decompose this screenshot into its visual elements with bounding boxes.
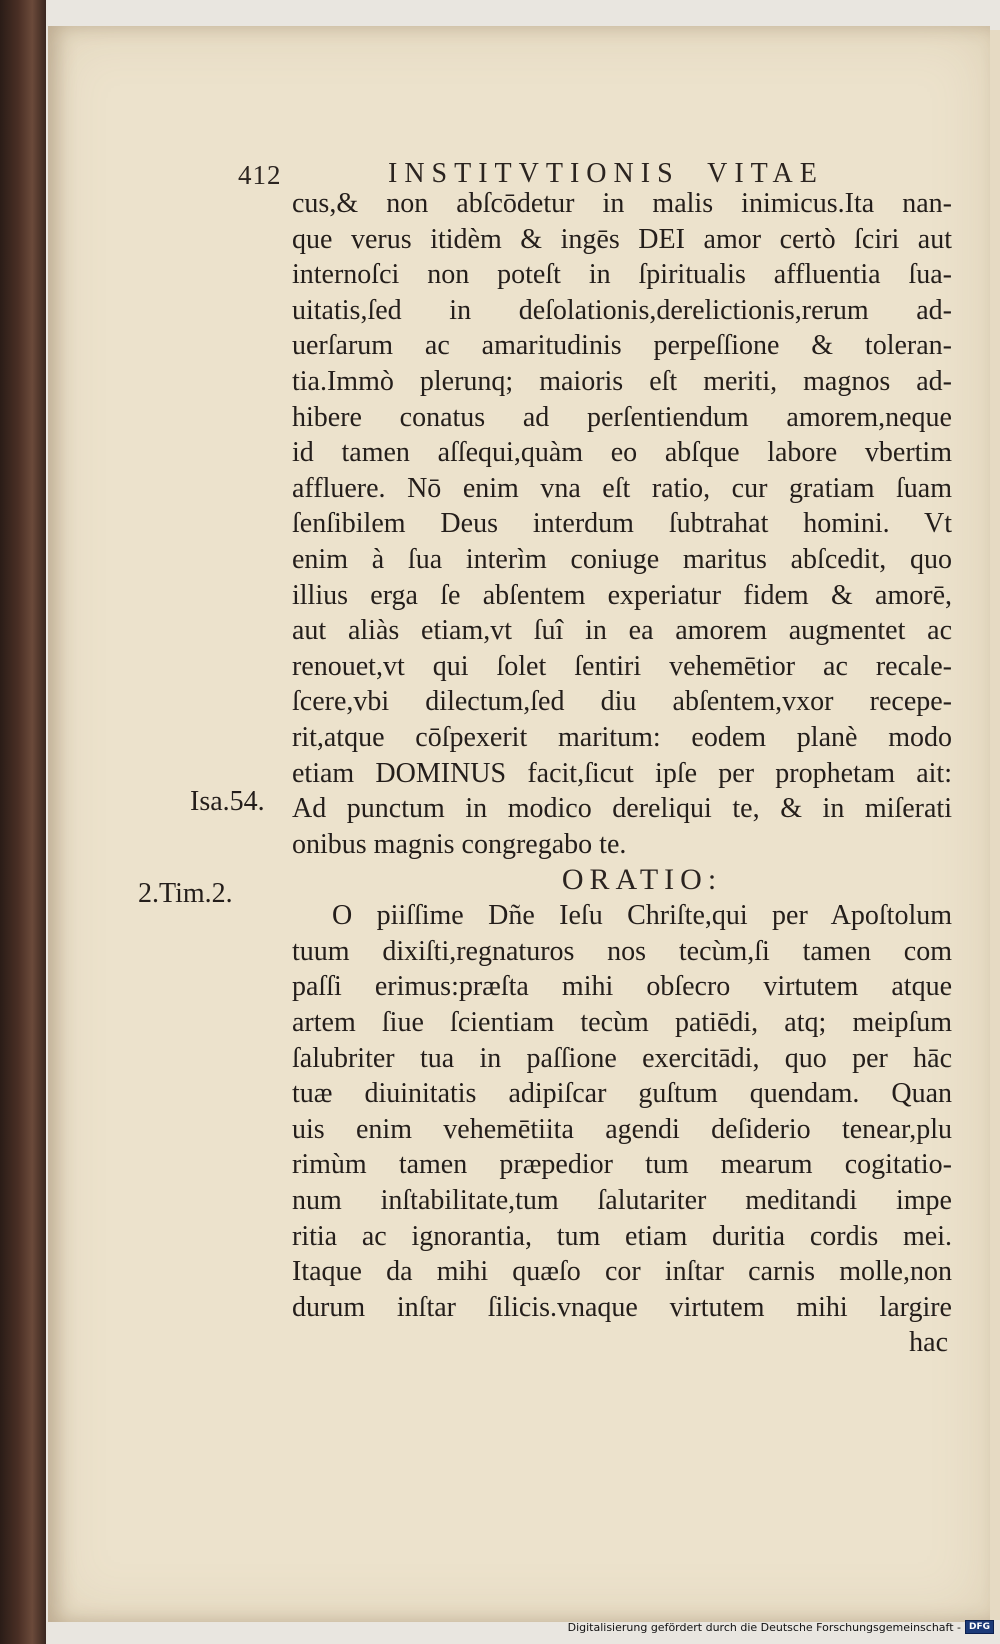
prayer-heading: ORATIO: (561, 863, 723, 897)
text-line: uerſarum ac amaritudinis perpeſſione & toleran- (292, 330, 952, 362)
text-line: cus,& non abſcōdetur in malis inimicus.Ita nan- (292, 188, 952, 219)
dfg-logo: DFG (965, 1620, 994, 1634)
text-line: Itaque da mihi quæſo cor inſtar carnis molle,non (292, 1256, 952, 1288)
text-line: enim à ſua interìm coniuge maritus abſcedit, quo (292, 543, 952, 575)
footer-credit: Digitalisierung gefördert durch die Deutsche Forschungsgemeinschaft - (567, 1620, 961, 1634)
text-line: artem ſiue ſcientiam tecùm patiēdi, atq; meipſum (292, 1007, 952, 1039)
text-line: internoſci non poteſt in ſpiritualis affluentia ſua- (292, 259, 952, 291)
text-line: durum inſtar ſilicis.vnaque virtutem mihi largire (292, 1291, 952, 1323)
text-line: ſenſibilem Deus interdum ſubtrahat homini. Vt (292, 508, 952, 540)
text-line: etiam DOMINUS facit,ſicut ipſe per prophetam ait: (292, 757, 952, 789)
text-line: rit,atque cōſpexerit maritum: eodem planè modo (292, 721, 952, 753)
text-line: O piiſſime Dñe Ieſu Chriſte,qui per Apoſtolum (332, 900, 952, 932)
running-head (48, 138, 990, 188)
text-line: rimùm tamen præpedior tum mearum cogitatio- (292, 1149, 952, 1181)
digitization-footer (568, 1618, 994, 1636)
text-line: uis enim vehemētiita agendi deſiderio tenear,plu (292, 1113, 952, 1145)
catchword: hac (909, 1327, 948, 1359)
text-line: tia.Immò plerunq; maioris eſt meriti, magnos ad- (292, 365, 952, 397)
page-number: 412 (238, 160, 282, 190)
text-line: tuæ diuinitatis adipiſcar guſtum quendam. Quan (292, 1078, 952, 1110)
text-line: ſcere,vbi dilectum,ſed diu abſentem,vxor recepe- (292, 686, 952, 718)
body-text (292, 186, 952, 1361)
text-line: id tamen aſſequi,quàm eo abſque labore vbertim (292, 437, 952, 469)
text-line: Ad punctum in modico dereliqui te, & in miſerati (292, 793, 952, 825)
text-line: ritia ac ignorantia, tum etiam duritia cordis mei. (292, 1220, 952, 1252)
text-line: paſſi erimus:præſta mihi obſecro virtutem atque (292, 971, 952, 1003)
text-line: onibus magnis congregabo te. (292, 828, 627, 860)
text-line: hibere conatus ad perſentiendum amorem,neque (292, 401, 952, 433)
text-line: que verus itidèm & ingēs DEI amor certò ſciri aut (292, 223, 952, 255)
text-line: tuum dixiſti,regnaturos nos tecùm,ſi tamen com (292, 935, 952, 967)
text-line: affluere. Nō enim vna eſt ratio, cur gratiam ſuam (292, 472, 952, 504)
text-line: ſalubriter tua in paſſione exercitādi, quo per hāc (292, 1042, 952, 1074)
book-binding (0, 0, 46, 1644)
text-line: illius erga ſe abſentem experiatur fidem & amorē, (292, 579, 952, 611)
text-line: renouet,vt qui ſolet ſentiri vehemētior ac recale- (292, 650, 952, 682)
text-line: aut aliàs etiam,vt ſuî in ea amorem augmentet ac (292, 615, 952, 647)
book-page (48, 26, 990, 1622)
text-line: num inſtabilitate,tum ſalutariter meditandi impe (292, 1185, 952, 1217)
margin-note-timothy: 2.Tim.2. (138, 878, 233, 909)
running-title: INSTITVTIONIS VITAE (388, 158, 824, 189)
margin-note-isaiah: Isa.54. (190, 786, 265, 817)
text-line: uitatis,ſed in deſolationis,derelictionis,rerum ad- (292, 294, 952, 326)
